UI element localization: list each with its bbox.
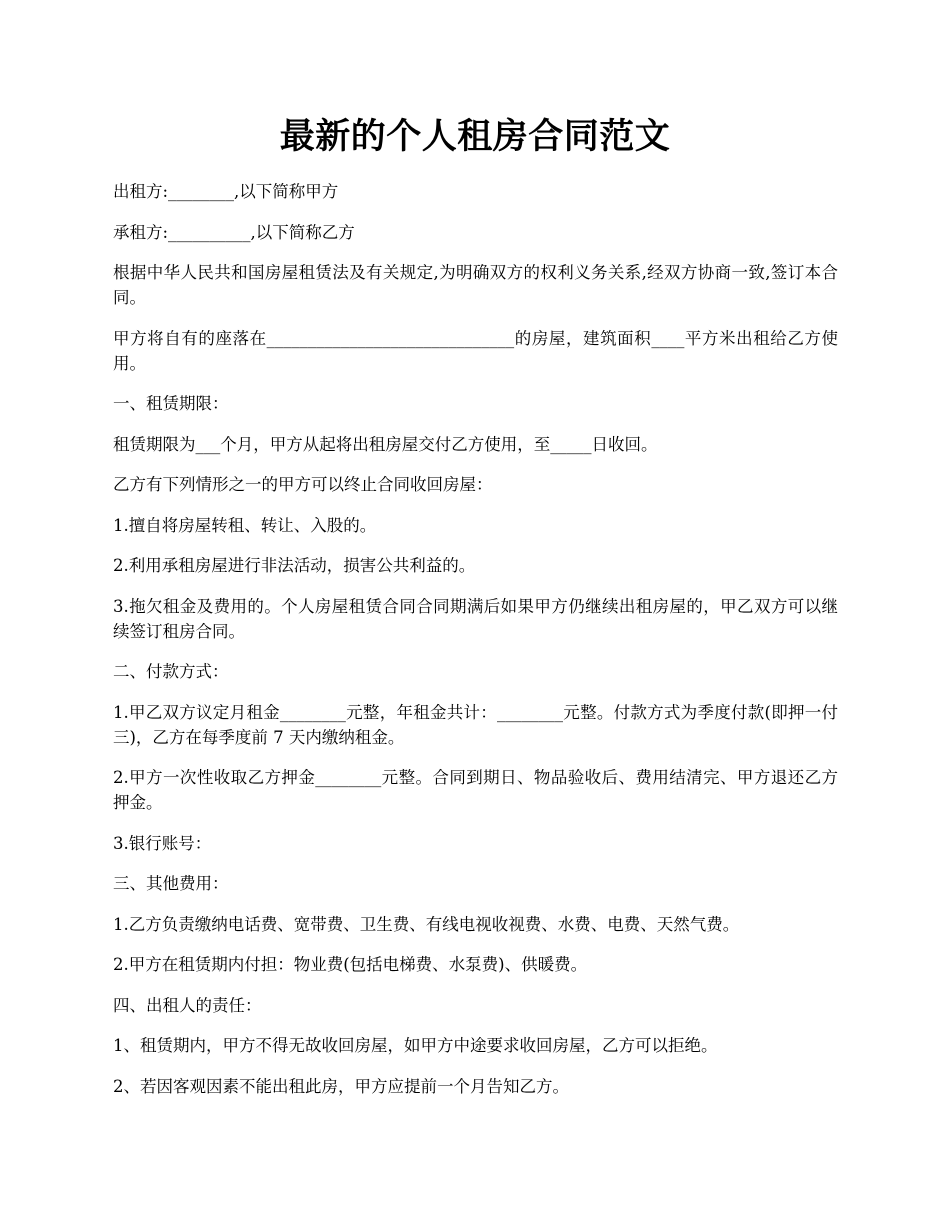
paragraph-lessee: 承租方:__________,以下简称乙方: [113, 222, 355, 242]
list-item-termination-2: 2.利用承租房屋进行非法活动，损害公共利益的。: [113, 556, 476, 575]
paragraph-lease-term: 租赁期限为___个月，甲方从起将出租房屋交付乙方使用，至_____日收回。: [113, 434, 658, 454]
list-item-duty-1: 1、租赁期内，甲方不得无故收回房屋，如甲方中途要求收回房屋，乙方可以拒绝。: [113, 1036, 718, 1055]
section-heading-other-fees: 三、其他费用：: [113, 874, 229, 893]
list-item-termination-1: 1.擅自将房屋转租、转让、入股的。: [113, 515, 377, 535]
document-title: 最新的个人租房合同范文: [279, 116, 671, 157]
paragraph-preamble: 根据中华人民共和国房屋租赁法及有关规定,为明确双方的权利义务关系,经双方协商一致,签订本合同。: [113, 263, 838, 307]
list-item-fees-2: 2.甲方在租赁期内付担：物业费(包括电梯费、水泵费)、供暖费。: [113, 955, 588, 974]
section-heading-lessor-duties: 四、出租人的责任：: [113, 995, 262, 1015]
list-item-termination-3: 3.拖欠租金及费用的。个人房屋租赁合同合同期满后如果甲方仍继续出租房屋的，甲乙双方可以继续签订租房合同。: [113, 596, 838, 641]
paragraph-property: 甲方将自有的座落在______________________________的房屋，建筑面积____平方米出租给乙方使用。: [113, 328, 838, 373]
section-heading-payment: 二、付款方式：: [113, 662, 229, 681]
list-item-payment-1: 1.甲乙双方议定月租金________元整，年租金共计：________元整。付款方式为季度付款(即押一付三)，乙方在每季度前 7 天内缴纳租金。: [113, 702, 838, 747]
list-item-payment-3: 3.银行账号：: [113, 833, 212, 853]
paragraph-lessor: 出租方:________,以下简称甲方: [113, 182, 339, 201]
list-item-fees-1: 1.乙方负责缴纳电话费、宽带费、卫生费、有线电视收视费、水费、电费、天然气费。: [113, 914, 740, 934]
list-item-payment-2: 2.甲方一次性收取乙方押金________元整。合同到期日、物品验收后、费用结清完、甲方退还乙方押金。: [113, 768, 838, 812]
document-body: [113, 179, 838, 1114]
paragraph-termination-intro: 乙方有下列情形之一的甲方可以终止合同收回房屋：: [113, 475, 493, 494]
section-heading-lease-term: 一、租赁期限：: [113, 394, 229, 413]
list-item-duty-2: 2、若因客观因素不能出租此房，甲方应提前一个月告知乙方。: [113, 1076, 569, 1096]
